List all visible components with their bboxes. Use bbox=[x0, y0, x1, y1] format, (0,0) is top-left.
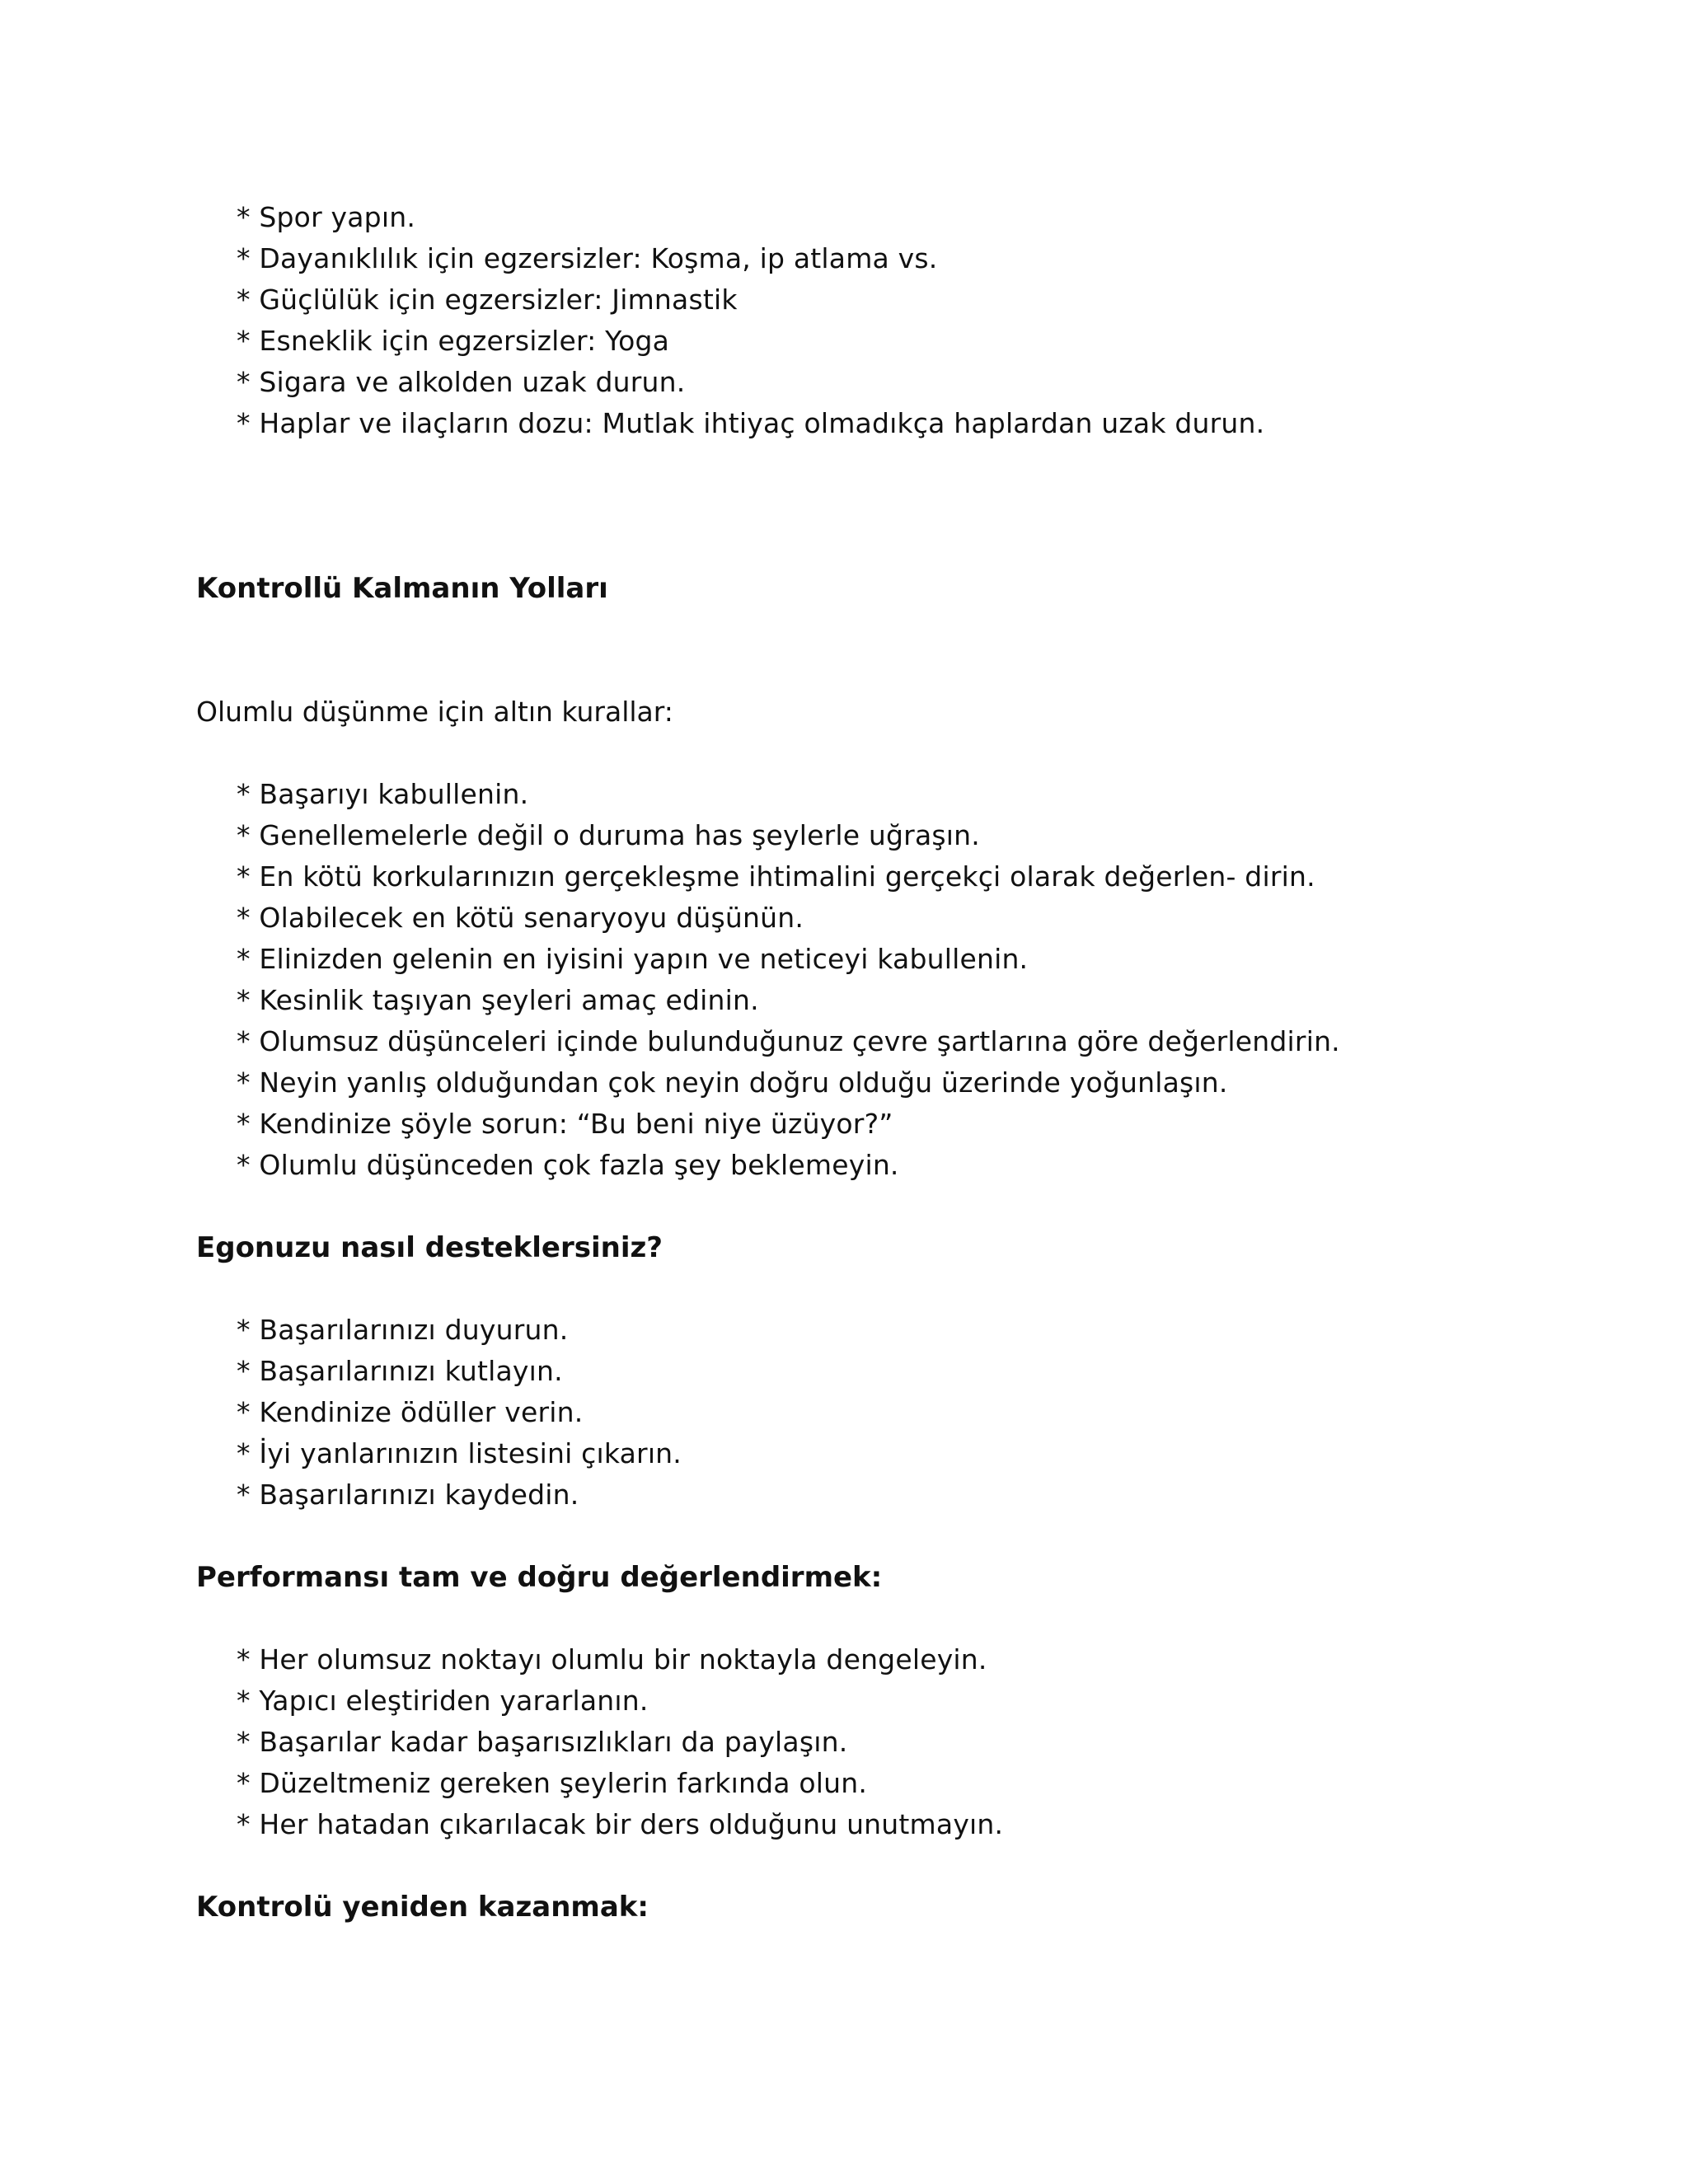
list-item: * Olumsuz düşünceleri içinde bulunduğunuz çevre şartlarına göre değerlendirin. bbox=[237, 1025, 1340, 1057]
list-item: * Başarıyı kabullenin. bbox=[237, 778, 529, 810]
list-item: * Her olumsuz noktayı olumlu bir noktayla dengeleyin. bbox=[237, 1643, 987, 1675]
list-item: * Kendinize şöyle sorun: “Bu beni niye üzüyor?” bbox=[237, 1108, 893, 1140]
exercise-list bbox=[237, 197, 1264, 444]
list-item: * Sigara ve alkolden uzak durun. bbox=[237, 366, 686, 398]
list-item: * Başarılarınızı kutlayın. bbox=[237, 1355, 563, 1387]
list-item: * En kötü korkularınızın gerçekleşme ihtimalini gerçekçi olarak değerlen- dirin. bbox=[237, 860, 1315, 893]
list-item: * Esneklik için egzersizler: Yoga bbox=[237, 325, 670, 357]
list-item: * Dayanıklılık için egzersizler: Koşma, ip atlama vs. bbox=[237, 242, 938, 274]
list-item: * Kesinlik taşıyan şeyleri amaç edinin. bbox=[237, 984, 759, 1016]
section-heading-performance-evaluation: Performansı tam ve doğru değerlendirmek: bbox=[196, 1561, 883, 1594]
list-item: * Başarılar kadar başarısızlıkları da paylaşın. bbox=[237, 1726, 848, 1758]
list-item: * Haplar ve ilaçların dozu: Mutlak ihtiyaç olmadıkça haplardan uzak durun. bbox=[237, 407, 1265, 439]
list-item: * Olumlu düşünceden çok fazla şey beklemeyin. bbox=[237, 1149, 899, 1181]
list-item: * Neyin yanlış olduğundan çok neyin doğru olduğu üzerinde yoğunlaşın. bbox=[237, 1066, 1228, 1099]
section-heading-staying-in-control: Kontrollü Kalmanın Yolları bbox=[196, 572, 608, 605]
list-item: * Genellemelerle değil o duruma has şeylerle uğraşın. bbox=[237, 819, 980, 851]
list-item: * Yapıcı eleştiriden yararlanın. bbox=[237, 1685, 649, 1717]
list-item: * Elinizden gelenin en iyisini yapın ve neticeyi kabullenin. bbox=[237, 943, 1029, 975]
section-heading-ego-support: Egonuzu nasıl desteklersiniz? bbox=[196, 1231, 663, 1264]
list-item: * Başarılarınızı kaydedin. bbox=[237, 1479, 579, 1511]
positive-thinking-intro: Olumlu düşünme için altın kurallar: bbox=[196, 696, 673, 728]
section-heading-regaining-control: Kontrolü yeniden kazanmak: bbox=[196, 1891, 649, 1924]
list-item: * Başarılarınızı duyurun. bbox=[237, 1314, 569, 1346]
list-item: * Güçlülük için egzersizler: Jimnastik bbox=[237, 284, 738, 316]
list-item: * İyi yanlarınızın listesini çıkarın. bbox=[237, 1437, 682, 1469]
list-item: * Spor yapın. bbox=[237, 201, 416, 233]
list-item: * Her hatadan çıkarılacak bir ders olduğunu unutmayın. bbox=[237, 1808, 1004, 1840]
performance-evaluation-list bbox=[237, 1639, 1003, 1845]
list-item: * Kendinize ödüller verin. bbox=[237, 1396, 584, 1428]
list-item: * Olabilecek en kötü senaryoyu düşünün. bbox=[237, 902, 804, 934]
list-item: * Düzeltmeniz gereken şeylerin farkında olun. bbox=[237, 1767, 868, 1799]
ego-support-list bbox=[237, 1310, 682, 1516]
positive-thinking-rules-list bbox=[237, 774, 1340, 1186]
